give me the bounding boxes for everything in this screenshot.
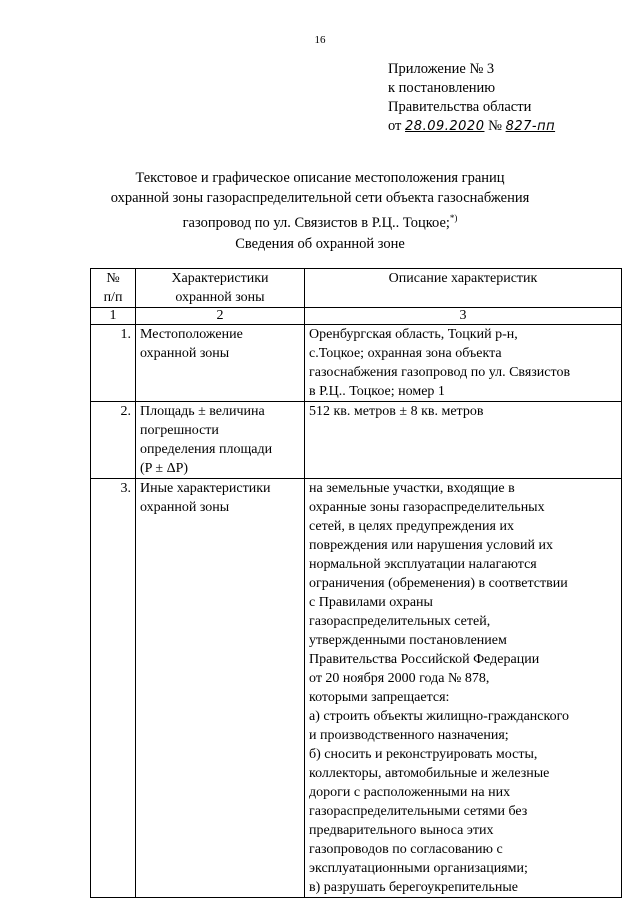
cell-text-line: в) разрушать берегоукрепительные bbox=[309, 880, 519, 895]
cell-text-line: Площадь ± величина bbox=[140, 404, 265, 419]
cell-text-line: дороги с расположенными на них bbox=[309, 785, 511, 800]
column-number-1: 1 bbox=[91, 308, 136, 325]
cell-text-line: которыми запрещается: bbox=[309, 690, 450, 705]
cell-text-line: газораспределительных сетей, bbox=[309, 614, 491, 629]
column-number-2: 2 bbox=[136, 308, 305, 325]
cell-text-line: охранные зоны газораспределительных bbox=[309, 500, 545, 515]
row-description bbox=[305, 325, 622, 402]
protection-zone-table bbox=[90, 268, 622, 898]
cell-text-line: нормальной эксплуатации налагаются bbox=[309, 557, 537, 572]
cell-text-line: Иные характеристики bbox=[140, 481, 271, 496]
cell-text-line: Правительства Российской Федерации bbox=[309, 652, 540, 667]
row-characteristic bbox=[136, 402, 305, 479]
row-characteristic bbox=[136, 479, 305, 898]
cell-text-line: (P ± ΔP) bbox=[140, 461, 189, 476]
cell-text-line: Местоположение bbox=[140, 327, 243, 342]
table-row bbox=[91, 325, 622, 402]
cell-text-line: с Правилами охраны bbox=[309, 595, 433, 610]
table-header-row bbox=[91, 269, 622, 308]
header-number-cell bbox=[91, 269, 136, 308]
cell-text-line: погрешности bbox=[140, 423, 219, 438]
section-title: Сведения об охранной зоне bbox=[235, 236, 405, 252]
document-title bbox=[0, 168, 640, 233]
handwritten-number: 827-пп bbox=[505, 119, 556, 134]
cell-text-line: ограничения (обременения) в соответствии bbox=[309, 576, 568, 591]
cell-text-line: предварительного выноса этих bbox=[309, 823, 494, 838]
cell-text-line: Оренбургская область, Тоцкий р-н, bbox=[309, 327, 518, 342]
handwritten-date: 28.09.2020 bbox=[405, 119, 485, 134]
footnote-mark: *) bbox=[449, 213, 458, 223]
cell-text-line: с.Тоцкое; охранная зона объекта bbox=[309, 346, 502, 361]
cell-text-line: эксплуатационными организациями; bbox=[309, 861, 528, 876]
header-characteristic-cell bbox=[136, 269, 305, 308]
cell-text-line: в Р.Ц.. Тоцкое; номер 1 bbox=[309, 384, 445, 399]
table-row bbox=[91, 402, 622, 479]
cell-text-line: повреждения или нарушения условий их bbox=[309, 538, 553, 553]
header-number-line-2: п/п bbox=[103, 290, 123, 305]
cell-text-line: коллекторы, автомобильные и железные bbox=[309, 766, 550, 781]
cell-text-line: охранной зоны bbox=[140, 500, 230, 515]
cell-text-line: от 20 ноября 2000 года № 878, bbox=[309, 671, 490, 686]
cell-text-line: охранной зоны bbox=[140, 346, 230, 361]
appendix-date-line bbox=[388, 117, 555, 136]
row-number: 3. bbox=[91, 479, 136, 898]
header-number-line-1: № bbox=[106, 271, 120, 286]
table-row bbox=[91, 479, 622, 898]
header-characteristic-line-1: Характеристики bbox=[171, 271, 269, 286]
appendix-line-3: Правительства области bbox=[388, 99, 532, 115]
header-description-cell: Описание характеристик bbox=[305, 269, 622, 308]
cell-text-line: на земельные участки, входящие в bbox=[309, 481, 515, 496]
number-sign: № bbox=[488, 118, 502, 134]
title-line-3 bbox=[0, 208, 640, 233]
title-line-3-text: газопровод по ул. Связистов в Р.Ц.. Тоцкое; bbox=[182, 214, 450, 231]
date-prefix: от bbox=[388, 118, 402, 134]
cell-text-line: газораспределительными сетями без bbox=[309, 804, 528, 819]
title-line-1: Текстовое и графическое описание местоположения границ bbox=[135, 170, 505, 186]
cell-text-line: газоснабжения газопровод по ул. Связистов bbox=[309, 365, 571, 380]
cell-text-line: сетей, в целях предупреждения их bbox=[309, 519, 514, 534]
row-description bbox=[305, 402, 622, 479]
column-number-3: 3 bbox=[305, 308, 622, 325]
cell-text-line: 512 кв. метров ± 8 кв. метров bbox=[309, 404, 484, 419]
row-number: 2. bbox=[91, 402, 136, 479]
cell-text-line: определения площади bbox=[140, 442, 273, 457]
cell-text-line: б) сносить и реконструировать мосты, bbox=[309, 747, 538, 762]
cell-text-line: и производственного назначения; bbox=[309, 728, 509, 743]
row-number: 1. bbox=[91, 325, 136, 402]
cell-text-line: газопроводов по согласованию с bbox=[309, 842, 503, 857]
page-number: 16 bbox=[314, 34, 326, 46]
appendix-line-2: к постановлению bbox=[388, 80, 496, 96]
cell-text-line: а) строить объекты жилищно-гражданского bbox=[309, 709, 569, 724]
title-line-2: охранной зоны газораспределительной сети объекта газоснабжения bbox=[110, 190, 530, 206]
column-number-row bbox=[91, 308, 622, 325]
row-characteristic bbox=[136, 325, 305, 402]
appendix-line-1: Приложение № 3 bbox=[388, 61, 495, 77]
appendix-block bbox=[388, 60, 555, 136]
cell-text-line: утвержденными постановлением bbox=[309, 633, 507, 648]
row-description bbox=[305, 479, 622, 898]
header-characteristic-line-2: охранной зоны bbox=[175, 290, 265, 305]
